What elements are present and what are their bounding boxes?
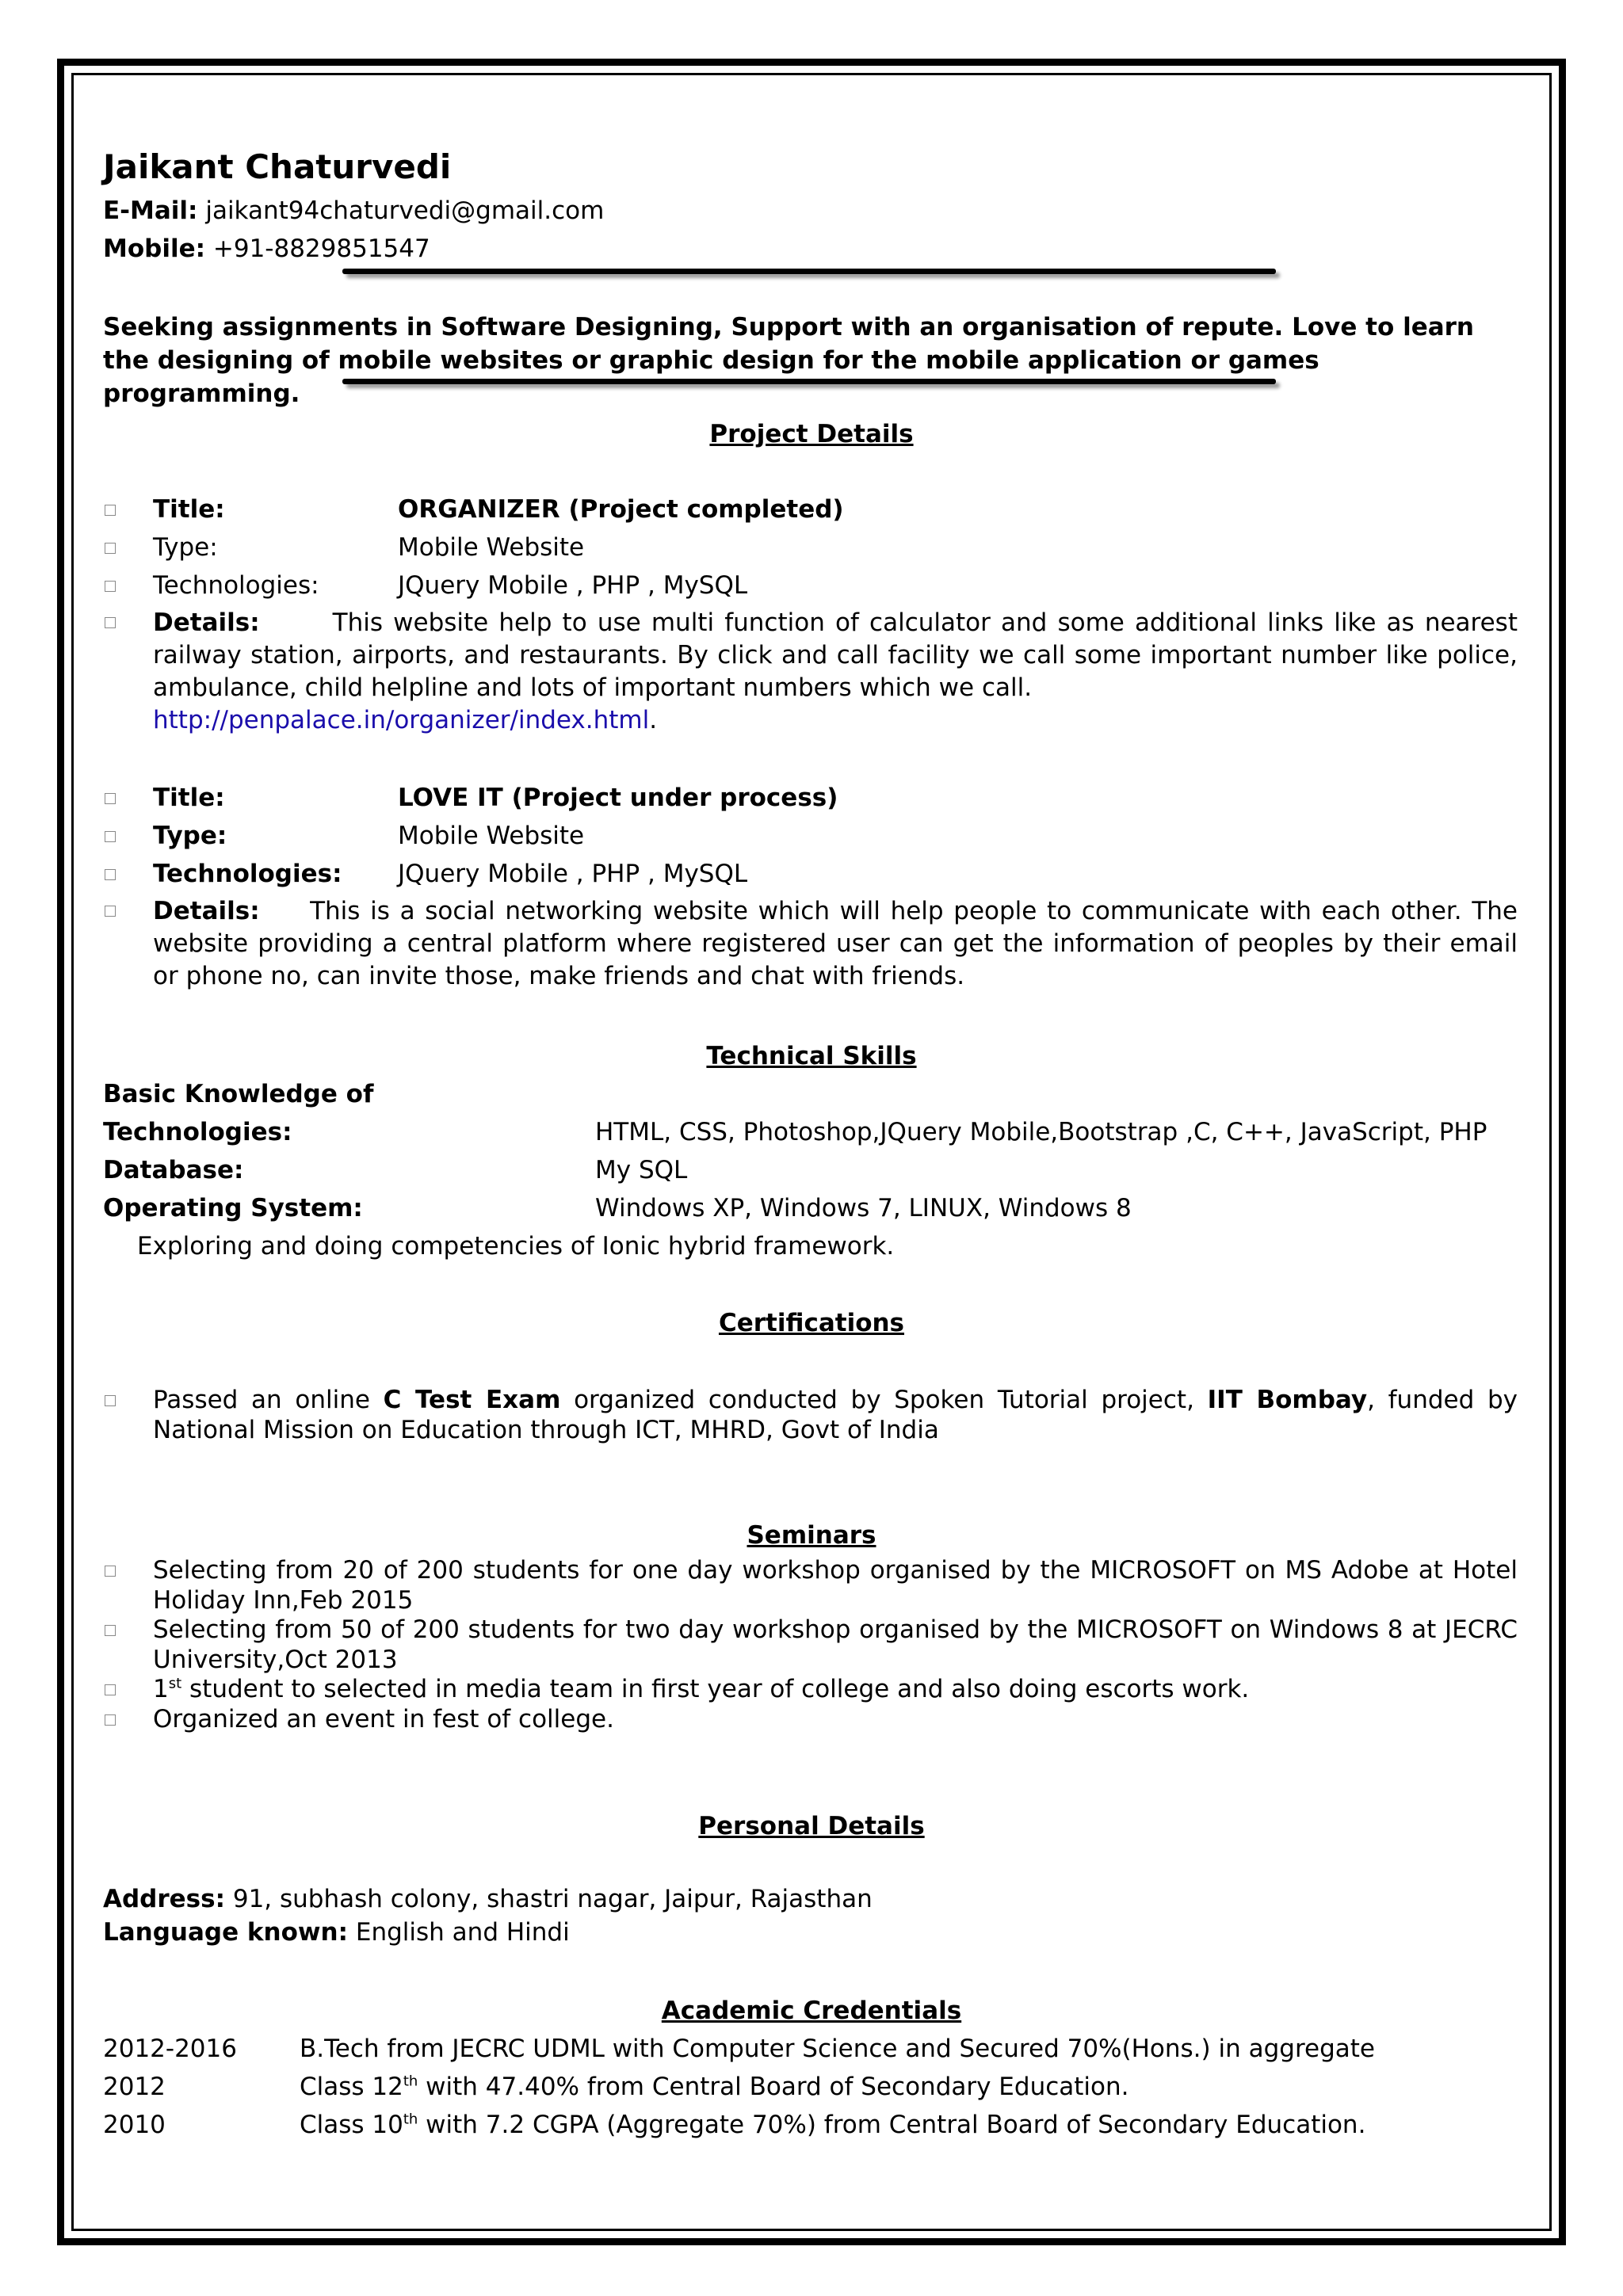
bullet-icon [105,505,116,516]
section-heading-personal: Personal Details [698,1812,925,1840]
skills-label: Operating System: [103,1194,363,1222]
project-tech: JQuery Mobile , PHP , MySQL [398,571,748,600]
skills-value: My SQL [595,1156,688,1184]
link-suffix: . [649,706,658,734]
bullet-icon [105,543,116,554]
cert-text: , funded by National Mission on Education through ICT, MHRD, Govt of India [153,1386,1518,1444]
seminar-text: student to selected in media team in first year of college and also doing escorts work. [181,1675,1250,1703]
mobile-line [103,237,430,261]
certification-item [153,1385,1518,1445]
email-label: E-Mail: [103,196,198,225]
academic-text: Class 10 [300,2111,403,2139]
divider-rule [342,269,1276,274]
bullet-icon [105,581,116,592]
cert-text: Passed an online [153,1386,384,1414]
section-heading-academic: Academic Credentials [661,1997,962,2025]
academic-year: 2010 [103,2111,166,2139]
seminar-item: Organized an event in fest of college. [153,1705,614,1733]
career-objective: Seeking assignments in Software Designing, Support with an organisation of repute. Love to learn the designing of mobile websites or graphic design for the mobile application or games programming. [103,313,1475,408]
language-label: Language known: [103,1918,349,1947]
cert-institute: IIT Bombay [1207,1386,1368,1414]
bullet-icon [105,1395,116,1406]
email-value: jaikant94chaturvedi@gmail.com [205,196,605,225]
project-type: Mobile Website [398,533,585,562]
cert-text: organized conducted by Spoken Tutorial project, [560,1386,1208,1414]
candidate-name: Jaikant Chaturvedi [103,147,452,186]
academic-text: Class 12 [300,2073,403,2101]
bullet-icon [105,1714,116,1726]
academic-detail [300,2113,1365,2138]
project-details-label: Details: [153,897,260,925]
section-heading-seminars: Seminars [747,1521,876,1550]
section-heading-projects: Project Details [709,420,914,448]
bullet-icon [105,1625,116,1636]
project-tech: JQuery Mobile , PHP , MySQL [398,860,748,888]
mobile-value: +91-8829851547 [212,235,430,263]
project-title-label: Title: [153,784,225,812]
seminar-item: Selecting from 20 of 200 students for one day workshop organised by the MICROSOFT on MS Adobe at Hotel Holiday Inn,Feb 2015 [153,1556,1518,1615]
project-type-label: Type: [153,822,227,850]
seminar-item [153,1674,1518,1704]
section-heading-certifications: Certifications [718,1309,905,1337]
seminar-item: Selecting from 50 of 200 students for two day workshop organised by the MICROSOFT on Windows 8 at JECRC University,Oct 2013 [153,1615,1518,1674]
project-details-text: This is a social networking website which will help people to communicate with each other. The website providing a central platform where registered user can get the information of peoples by their email or phone no, can invite those, make friends and chat with friends. [153,897,1518,990]
bullet-icon [105,869,116,880]
project-type: Mobile Website [398,822,585,850]
project-tech-label: Technologies: [153,860,342,888]
project-details [153,895,1518,993]
academic-detail [300,2075,1129,2100]
project-title: LOVE IT (Project under process) [398,784,838,812]
academic-text: with 7.2 CGPA (Aggregate 70%) from Central Board of Secondary Education. [418,2111,1366,2139]
bullet-icon [105,617,116,628]
email-line [103,196,605,225]
skills-label: Database: [103,1156,244,1184]
language-line [103,1920,570,1945]
bullet-icon [105,831,116,842]
address-label: Address: [103,1885,225,1913]
address-value: 91, subhash colony, shastri nagar, Jaipur, Rajasthan [232,1885,873,1913]
address-line [103,1887,873,1912]
skills-note: Exploring and doing competencies of Ionic hybrid framework. [137,1232,895,1261]
academic-year: 2012-2016 [103,2035,237,2063]
skills-intro: Basic Knowledge of [103,1080,374,1108]
project-details-text: This website help to use multi function of calculator and some additional links like as nearest railway station, airports, and restaurants. By click and call facility we call some important number like police, ambulance, child helpline and lots of important numbers which we call. [153,608,1518,702]
academic-text: with 47.40% from Central Board of Secondary Education. [418,2073,1129,2101]
project-title-label: Title: [153,495,225,524]
bullet-icon [105,906,116,917]
skills-value: Windows XP, Windows 7, LINUX, Windows 8 [595,1194,1132,1222]
bullet-icon [105,1566,116,1577]
project-tech-label: Technologies: [153,571,319,600]
project-link[interactable]: http://penpalace.in/organizer/index.html [153,706,650,734]
ordinal-suffix: th [403,2073,418,2090]
skills-value: HTML, CSS, Photoshop,JQuery Mobile,Bootstrap ,C, C++, JavaScript, PHP [595,1118,1487,1146]
ordinal-suffix: st [168,1675,182,1692]
cert-exam: C Test Exam [383,1386,561,1414]
bullet-icon [105,793,116,804]
language-value: English and Hindi [355,1918,570,1947]
section-heading-skills: Technical Skills [706,1042,917,1070]
project-title: ORGANIZER (Project completed) [398,495,844,524]
mobile-label: Mobile: [103,235,206,263]
project-type-label: Type: [153,533,218,562]
divider-rule [342,379,1276,384]
ordinal-suffix: th [403,2111,418,2128]
academic-detail [300,2037,1375,2061]
project-details-label: Details: [153,608,260,637]
skills-label: Technologies: [103,1118,292,1146]
seminar-rank: 1 [153,1675,169,1703]
academic-text: B.Tech from JECRC UDML with Computer Science and Secured 70%(Hons.) in aggregate [300,2035,1375,2063]
bullet-icon [105,1684,116,1695]
project-details [153,607,1518,737]
academic-year: 2012 [103,2073,166,2101]
